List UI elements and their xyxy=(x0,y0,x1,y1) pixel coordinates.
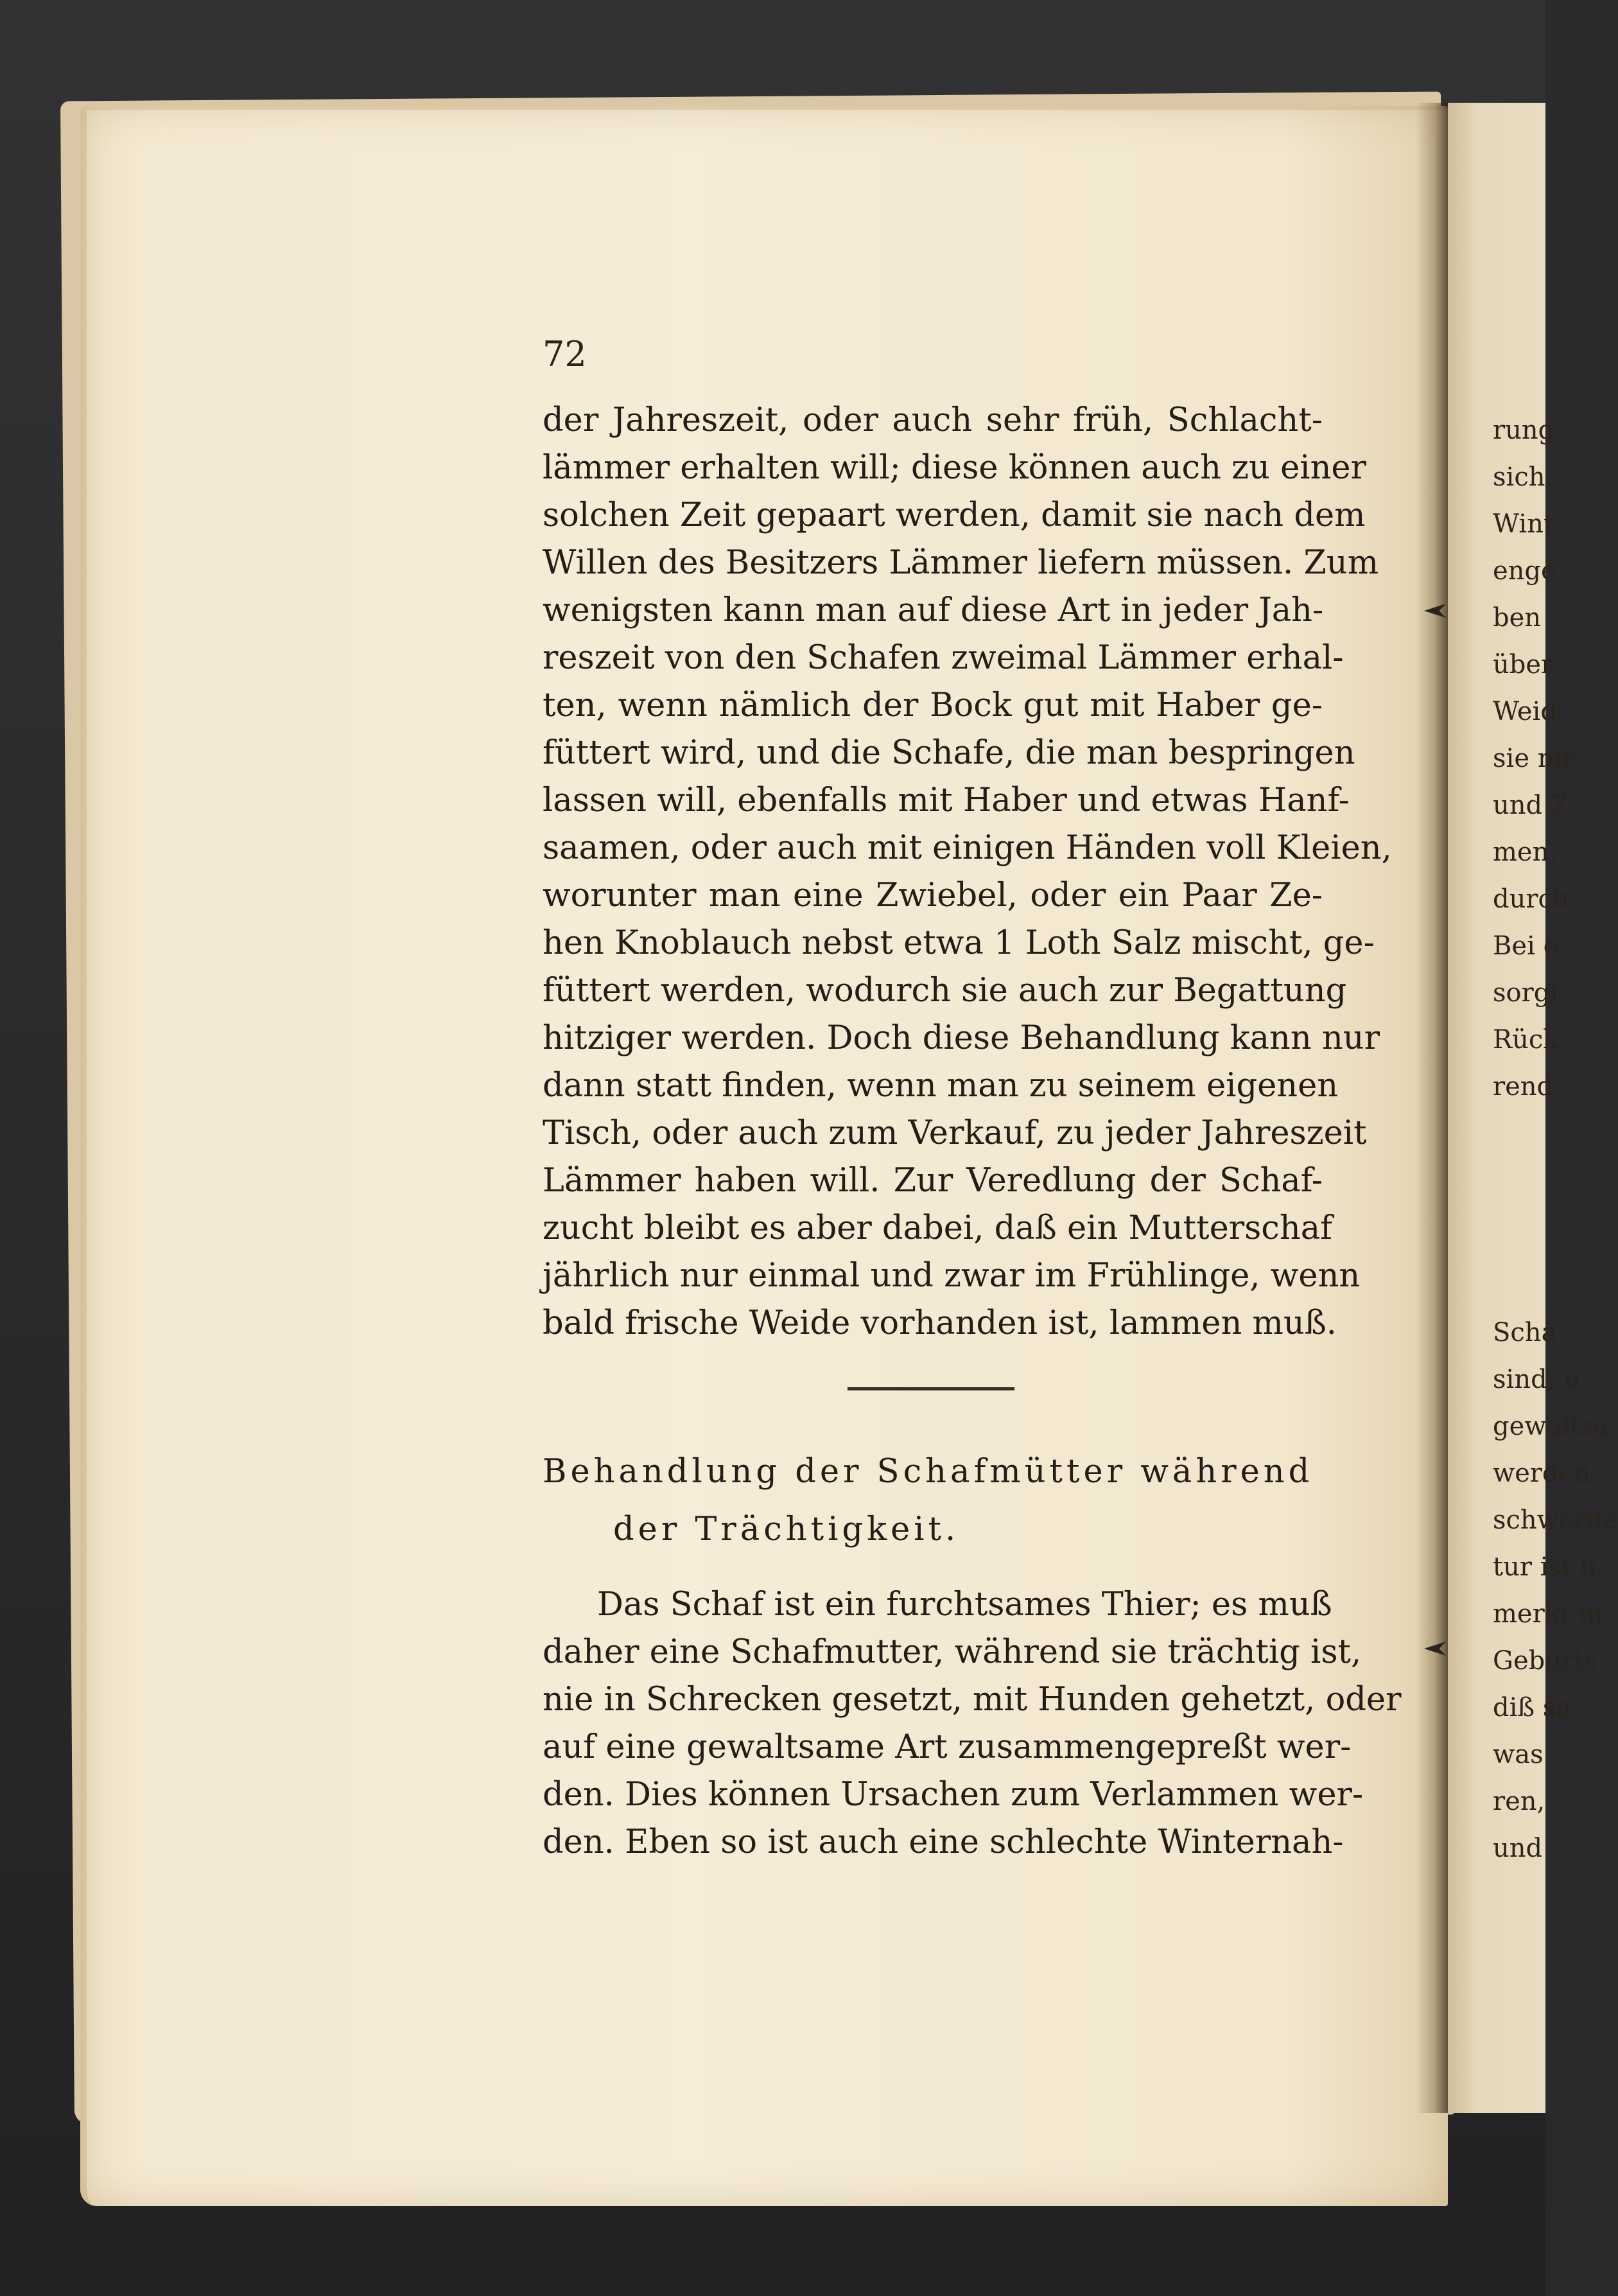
next-page-fragment: merkt m xyxy=(1493,1599,1603,1629)
section-heading-line-2: der Trächtigkeit. xyxy=(613,1511,960,1548)
text-line: solchen Zeit gepaart werden, damit sie nach dem xyxy=(543,496,1366,534)
text-line: den. Eben so ist auch eine schlechte Winternah- xyxy=(543,1823,1344,1861)
next-page-fragment: men, xyxy=(1493,837,1558,867)
next-page-fragment: rend xyxy=(1493,1072,1554,1101)
text-line: saamen, oder auch mit einigen Händen voll Kleien, xyxy=(543,829,1392,867)
next-page-fragment: über xyxy=(1493,650,1554,679)
text-line: der Jahreszeit, oder auch sehr früh, Schlacht- xyxy=(543,401,1323,439)
text-line: nie in Schrecken gesetzt, mit Hunden gehetzt, oder xyxy=(543,1681,1402,1719)
text-line: lassen will, ebenfalls mit Haber und etwas Hanf- xyxy=(543,782,1350,819)
book-gutter xyxy=(1416,103,1448,2113)
next-page-fragment: was xyxy=(1493,1740,1544,1769)
text-line: worunter man eine Zwiebel, oder ein Paar Ze- xyxy=(543,877,1323,915)
section-divider xyxy=(848,1387,1014,1390)
text-line: jährlich nur einmal und zwar im Frühlinge, wenn xyxy=(543,1257,1361,1295)
text-line: füttert wird, und die Schafe, die man bespringen xyxy=(543,734,1355,772)
next-page-fragment: rung xyxy=(1493,416,1555,445)
text-line: den. Dies können Ursachen zum Verlammen wer- xyxy=(543,1776,1364,1814)
text-line: Tisch, oder auch zum Verkauf, zu jeder Jahreszeit xyxy=(543,1114,1367,1152)
text-line: ten, wenn nämlich der Bock gut mit Haber ge- xyxy=(543,687,1323,724)
next-page-fragment: Bei e xyxy=(1493,931,1559,961)
next-page-fragment: und xyxy=(1493,1834,1543,1863)
next-page-fragment: ben xyxy=(1493,603,1542,633)
next-page-fragment: sich xyxy=(1493,462,1545,492)
paragraph-2 xyxy=(543,1581,1402,1866)
next-page-fragment: diß sa xyxy=(1493,1693,1572,1722)
text-line: wenigsten kann man auf diese Art in jeder Jah- xyxy=(543,592,1324,629)
text-line: Das Schaf ist ein furchtsames Thier; es muß xyxy=(597,1586,1332,1624)
next-page-fragment: Rück xyxy=(1493,1025,1559,1055)
next-page-fragment: Scha xyxy=(1493,1318,1557,1347)
text-line: dann statt finden, wenn man zu seinem eigenen xyxy=(543,1067,1339,1105)
next-page-fragment: Wint xyxy=(1493,509,1554,539)
page-number: 72 xyxy=(543,334,587,374)
next-page-fragment: sie nic xyxy=(1493,744,1577,773)
next-page-fragment: Weid xyxy=(1493,697,1557,726)
next-page-fragment: und Z xyxy=(1493,791,1569,820)
next-page-fragment: gewaltsa xyxy=(1493,1412,1609,1441)
next-page-fragment: tur ist h xyxy=(1493,1552,1597,1582)
text-line: bald frische Weide vorhanden ist, lammen muß. xyxy=(543,1304,1337,1342)
text-line: reszeit von den Schafen zweimal Lämmer erhal- xyxy=(543,639,1344,677)
next-page-fragment: enge xyxy=(1493,556,1556,586)
text-line: hen Knoblauch nebst etwa 1 Loth Salz mischt, ge- xyxy=(543,924,1375,962)
text-line: Willen des Besitzers Lämmer liefern müssen. Zum xyxy=(543,544,1379,582)
next-page-fragment: ren, xyxy=(1493,1787,1545,1816)
next-page-fragment: werden xyxy=(1493,1459,1591,1488)
next-page-fragment: Geburts xyxy=(1493,1646,1597,1676)
text-line: lämmer erhalten will; diese können auch zu einer xyxy=(543,449,1366,487)
text-line: auf eine gewaltsame Art zusammengepreßt wer- xyxy=(543,1728,1352,1766)
next-page-fragment: sorgf xyxy=(1493,978,1560,1008)
next-page-fragment: schwerde xyxy=(1493,1505,1618,1535)
text-line: hitziger werden. Doch diese Behandlung kann nur xyxy=(543,1019,1380,1057)
text-line: Lämmer haben will. Zur Veredlung der Schaf- xyxy=(543,1162,1323,1200)
paragraph-1 xyxy=(543,397,1392,1347)
section-heading-line-1: Behandlung der Schafmütter während xyxy=(543,1453,1314,1491)
next-page-fragment: sind, u xyxy=(1493,1365,1580,1394)
text-line: füttert werden, wodurch sie auch zur Begattung xyxy=(543,972,1347,1010)
next-page-fragment: durch xyxy=(1493,884,1569,914)
text-line: daher eine Schafmutter, während sie trächtig ist, xyxy=(543,1633,1362,1671)
text-line: zucht bleibt es aber dabei, daß ein Mutterschaf xyxy=(543,1209,1333,1247)
